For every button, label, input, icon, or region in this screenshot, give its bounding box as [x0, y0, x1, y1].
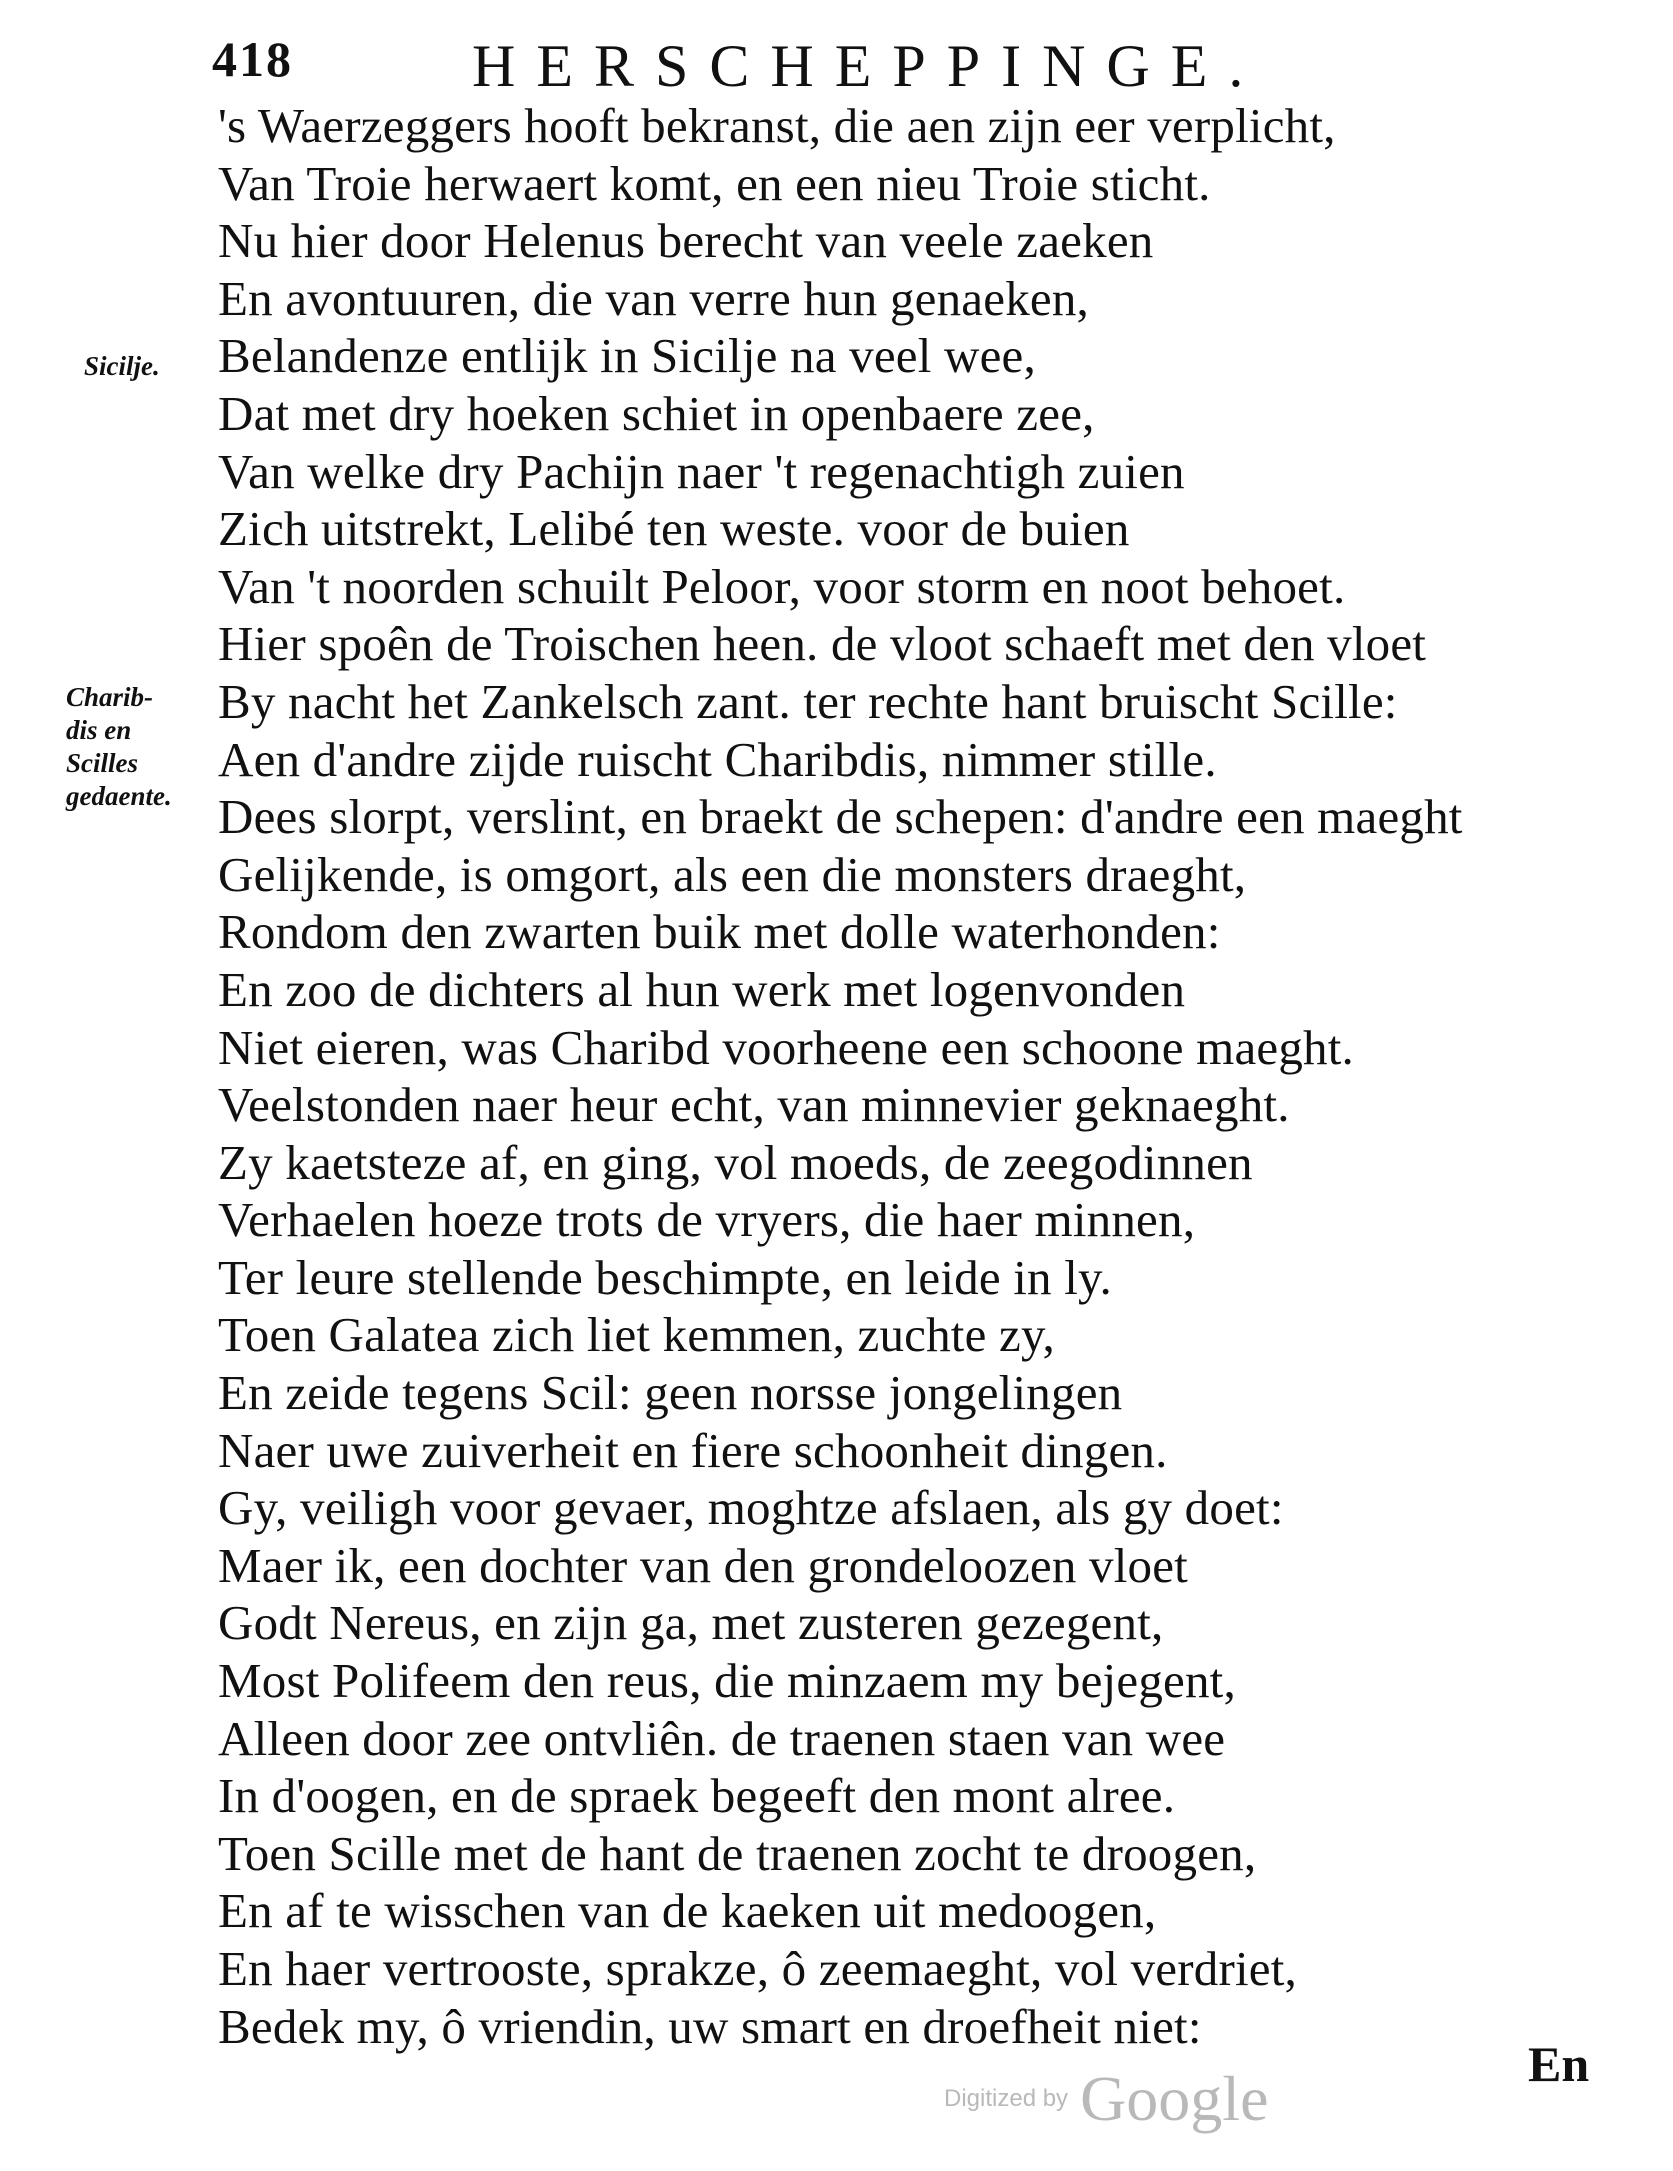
digitized-by-google-watermark — [944, 2062, 1268, 2136]
verse-line: In d'oogen, en de spraek begeeft den mont alree. — [218, 1768, 1176, 1824]
verse-line: Aen d'andre zijde ruischt Charibdis, nimmer stille. — [218, 731, 1217, 787]
verse-line: Bedek my, ô vriendin, uw smart en droefheit niet: — [218, 1998, 1202, 2054]
catchword: En — [1528, 2036, 1590, 2092]
verse-line: Van welke dry Pachijn naer 't regenachtigh zuien — [218, 443, 1185, 499]
verse-text — [218, 97, 1463, 2055]
running-head: HERSCHEPPINGE. — [472, 33, 1265, 99]
verse-line: Toen Galatea zich liet kemmen, zuchte zy, — [218, 1307, 1055, 1363]
verse-line: Belandenze entlijk in Sicilje na veel wee, — [218, 328, 1036, 384]
verse-line: Dees slorpt, verslint, en braekt de schepen: d'andre een maeght — [218, 789, 1463, 845]
verse-line: Nu hier door Helenus berecht van veele zaeken — [218, 213, 1154, 269]
verse-line: En zeide tegens Scil: geen norsse jongelingen — [218, 1365, 1123, 1421]
verse-line: En af te wisschen van de kaeken uit medoogen, — [218, 1883, 1157, 1939]
verse-line: By nacht het Zankelsch zant. ter rechte hant bruischt Scille: — [218, 673, 1398, 729]
verse-line: Gy, veiligh voor gevaer, moghtze afslaen, als gy doet: — [218, 1480, 1284, 1536]
verse-line: 's Waerzeggers hooft bekranst, die aen zijn eer verplicht, — [218, 98, 1336, 153]
margin-note-line: Charib- — [66, 682, 154, 712]
verse-line: En haer vertrooste, sprakze, ô zeemaeght, vol verdriet, — [218, 1941, 1297, 1996]
verse-line: Veelstonden naer heur echt, van minnevier geknaeght. — [218, 1077, 1290, 1133]
margin-note-line: gedaente. — [66, 781, 172, 811]
verse-line: Van Troie herwaert komt, en een nieu Troie sticht. — [218, 155, 1211, 211]
margin-note-charibdis — [66, 681, 172, 813]
verse-line: En zoo de dichters al hun werk met logenvonden — [218, 961, 1186, 1017]
verse-line: Rondom den zwarten buik met dolle waterhonden: — [218, 904, 1221, 960]
verse-line: Zy kaetsteze af, en ging, vol moeds, de zeegodinnen — [218, 1134, 1253, 1190]
verse-line: Zich uitstrekt, Lelibé ten weste. voor de buien — [218, 501, 1130, 557]
margin-note-sicilie: Sicilje. — [84, 351, 160, 381]
verse-line: Ter leure stellende beschimpte, en leide in ly. — [218, 1249, 1112, 1305]
verse-line: Verhaelen hoeze trots de vryers, die haer minnen, — [218, 1192, 1196, 1248]
verse-line: Dat met dry hoeken schiet in openbaere zee, — [218, 385, 1095, 441]
verse-line: Godt Nereus, en zijn ga, met zusteren gezegent, — [218, 1595, 1164, 1651]
verse-line: Maer ik, een dochter van den grondeloozen vloet — [218, 1537, 1188, 1593]
margin-note-line: dis en — [66, 715, 132, 745]
google-logo: Google — [1080, 2063, 1269, 2134]
verse-line: Toen Scille met de hant de traenen zocht te droogen, — [218, 1825, 1257, 1881]
page-number: 418 — [212, 31, 293, 87]
verse-line: Naer uwe zuiverheit en fiere schoonheit dingen. — [218, 1422, 1168, 1478]
verse-line: Van 't noorden schuilt Peloor, voor storm en noot behoet. — [218, 558, 1346, 614]
verse-line: Gelijkende, is omgort, als een die monsters draeght, — [218, 846, 1247, 902]
verse-line: Niet eieren, was Charibd voorheene een schoone maeght. — [218, 1019, 1355, 1075]
verse-line: Most Polifeem den reus, die minzaem my bejegent, — [218, 1653, 1236, 1709]
verse-line: Alleen door zee ontvliên. de traenen staen van wee — [218, 1710, 1226, 1766]
margin-note-line: Scilles — [66, 748, 138, 778]
watermark-prefix: Digitized by — [944, 2085, 1069, 2112]
verse-line: Hier spoên de Troischen heen. de vloot schaeft met den vloet — [218, 616, 1427, 672]
verse-line: En avontuuren, die van verre hun genaeken, — [218, 270, 1089, 326]
